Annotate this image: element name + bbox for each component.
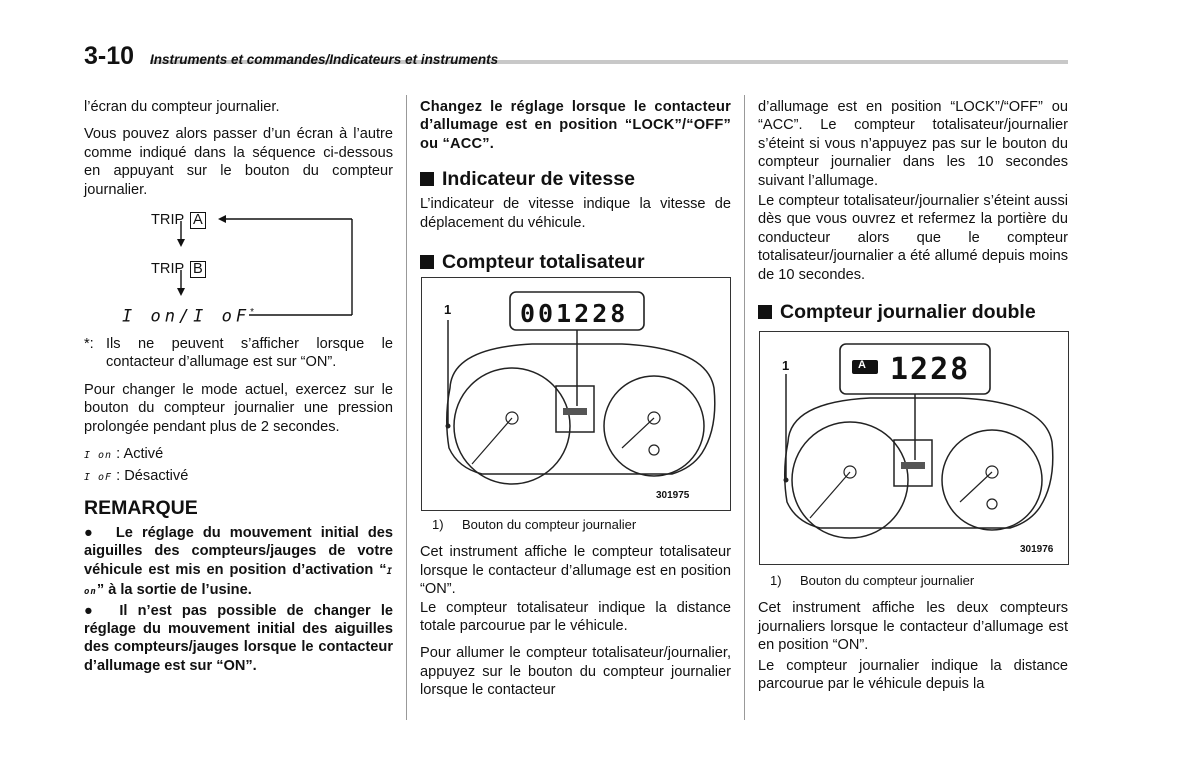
bullet-text: ” à la sortie de l’usine.	[96, 582, 252, 599]
remarque-heading: REMARQUE	[84, 496, 198, 519]
button-dot	[446, 424, 451, 429]
trip-b-badge: B	[190, 261, 206, 278]
footnote-mark: *:	[84, 336, 94, 353]
figure-code: 301976	[1020, 544, 1054, 555]
setting-on-label: : Activé	[116, 446, 164, 463]
bullet-text: Le réglage du mouvement initial des aiguilles des compteurs/jauges de votre véhicule est mis en position d’activation “	[84, 524, 393, 578]
heading-double	[758, 300, 1068, 324]
setting-off	[84, 467, 393, 487]
trip-button-shape	[901, 462, 925, 469]
segment-off-glyph: I oF	[84, 472, 113, 484]
caption-text: Bouton du compteur journalier	[462, 517, 637, 532]
paragraph: Le compteur totalisateur/journalier s’éteint aussi dès que vous ouvrez et refermez la portière du conducteur alors que le compteur totalisateur/journalier a été allumé depuis moins de 10 secondes.	[758, 193, 1068, 283]
trip-a-label: TRIP	[151, 212, 184, 229]
paragraph: Pour allumer le compteur totalisateur/journalier, appuyez sur le bouton du compteur journalier lorsque le contacteur	[420, 645, 731, 699]
heading-text: Indicateur de vitesse	[442, 168, 635, 191]
segment-on-glyph: I on	[84, 566, 393, 598]
footnote-text: Ils ne peuvent s’afficher lorsque le contacteur d’allumage est sur “ON”.	[106, 336, 393, 371]
bullet-dot: ●	[84, 524, 116, 541]
column-3	[758, 98, 1068, 324]
column-2-lower	[420, 516, 731, 700]
column-3-lower	[758, 572, 1068, 693]
column-divider-1	[406, 95, 407, 720]
paragraph: Pour changer le mode actuel, exercez sur le bouton du compteur journalier une pression prolongée pendant plus de 2 secondes.	[84, 381, 393, 435]
page-header-title: Instruments et commandes/Indicateurs et instruments	[150, 52, 499, 67]
heading-vitesse	[420, 167, 731, 191]
bullet-text: Il n’est pas possible de changer le réglage du mouvement initial des aiguilles des compteurs/jauges lorsque le contacteur d’allumage est sur “ON”.	[84, 602, 393, 674]
instrument-cluster-figure-2	[759, 331, 1069, 565]
paragraph: Cet instrument affiche le compteur totalisateur lorsque le contacteur d’allumage est en position “ON”.	[420, 544, 731, 598]
trip-sequence-diagram	[84, 201, 393, 331]
figure-caption	[758, 572, 1068, 590]
heading-totalisateur	[420, 250, 731, 274]
remarque-bullet-2	[84, 602, 393, 676]
paragraph: d’allumage est en position “LOCK”/“OFF” ou “ACC”. Le compteur totalisateur/journalier s’éteint si vous n’appuyez pas sur le bouton du compteur journalier dans les 10 secondes suivant l’allumage.	[758, 99, 1068, 189]
paragraph: Cet instrument affiche les deux compteurs journaliers lorsque le contacteur d’allumage est en position “ON”.	[758, 600, 1068, 654]
column-1	[84, 98, 393, 675]
paragraph: Le compteur totalisateur indique la distance totale parcourue par le véhicule.	[420, 599, 731, 635]
setting-on	[84, 445, 393, 465]
odometer-digits: 001228	[520, 299, 629, 328]
figure-caption	[420, 516, 731, 534]
heading-text: Compteur totalisateur	[442, 251, 645, 274]
caption-text: Bouton du compteur journalier	[800, 573, 975, 588]
square-bullet-icon	[420, 255, 434, 269]
paragraph: Vous pouvez alors passer d’un écran à l’autre comme indiqué dans la séquence ci-dessous en appuyant sur le bouton du compteur journalier.	[84, 126, 393, 198]
footnote	[84, 335, 393, 372]
column-divider-2	[744, 95, 745, 720]
trip-b-label: TRIP	[151, 261, 184, 278]
trip-button-shape	[563, 408, 587, 415]
trip-a-badge: A	[190, 212, 206, 229]
caption-number: 1)	[432, 517, 444, 532]
trip-digits: 1228	[890, 352, 971, 387]
paragraph: L’indicateur de vitesse indique la vitesse de déplacement du véhicule.	[420, 196, 731, 231]
column-2	[420, 98, 731, 274]
paragraph: l’écran du compteur journalier.	[84, 99, 280, 115]
square-bullet-icon	[420, 172, 434, 186]
callout-number: 1	[444, 302, 452, 317]
bullet-dot: ●	[84, 602, 120, 619]
paragraph-bold: Changez le réglage lorsque le contacteur d’allumage est en position “LOCK”/“OFF” ou “ACC”.	[420, 99, 731, 152]
figure-code: 301975	[656, 490, 690, 501]
caption-number: 1)	[770, 573, 782, 588]
paragraph: Le compteur journalier indique la distance parcourue par le véhicule depuis la	[758, 657, 1068, 693]
segment-display-text: I on/I oF	[122, 306, 251, 327]
segment-on-glyph: I on	[84, 450, 113, 462]
instrument-cluster-figure	[421, 277, 731, 511]
square-bullet-icon	[758, 305, 772, 319]
setting-off-label: : Désactivé	[116, 468, 189, 485]
footnote-star: *	[250, 307, 255, 319]
trip-badge-letter: A	[858, 359, 866, 371]
remarque-bullet-1	[84, 524, 393, 602]
page-number: 3-10	[84, 42, 135, 70]
button-dot	[784, 478, 789, 483]
callout-number: 1	[782, 358, 790, 373]
heading-text: Compteur journalier double	[780, 301, 1036, 324]
